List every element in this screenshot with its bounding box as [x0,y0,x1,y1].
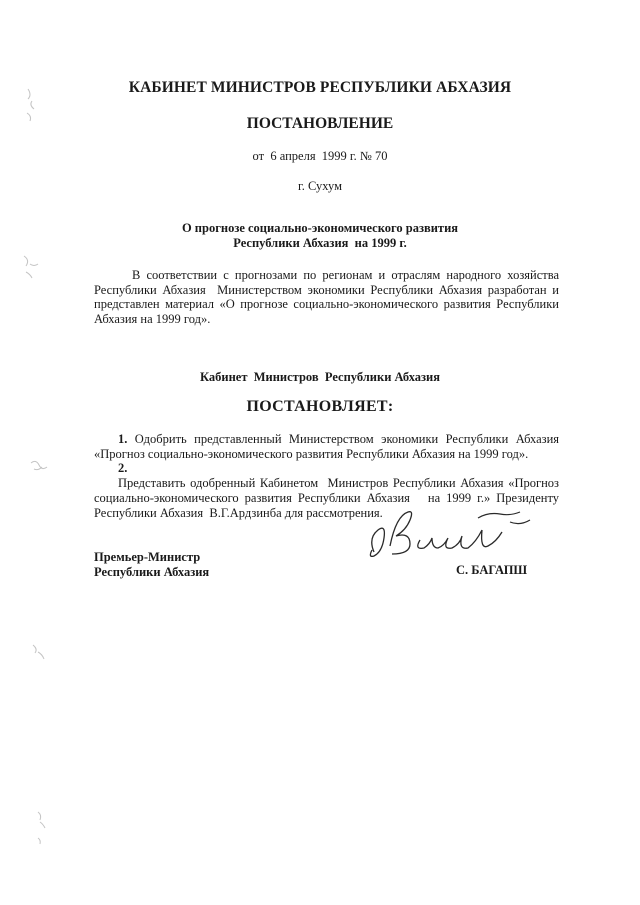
decree-verb: ПОСТАНОВЛЯЕТ: [246,398,394,415]
issuing-authority: Кабинет Министров Республики Абхазия [199,370,441,384]
scan-mark-5 [34,808,50,848]
item-1-line [94,432,559,447]
preamble-line: Абхазия на 1999 год». [94,312,211,327]
item-2-line [94,461,559,490]
preamble-line: В соответствии с прогнозами по регионам и отраслям народного хозяйства [132,268,559,282]
scan-mark-4 [30,640,48,662]
preamble-paragraph [94,268,559,327]
item-2-line: Республики Абхазия В.Г.Ардзинба для рассмотрения. [94,505,383,520]
item-1-text: Одобрить представленный Министерством экономики Республики Абхазия [134,432,560,446]
item-2-line: социально-экономического развития Республики Абхазия на 1999 г.» Президенту [94,490,559,505]
signatory-position-line-1: Премьер-Министр [94,550,201,564]
scan-mark-3 [28,455,50,477]
preamble-line: Республики Абхазия Министерством экономики Республики Абхазия разработан и [94,282,559,297]
signatory-position [94,550,209,580]
item-1-line: «Прогноз социально-экономического развития Республики Абхазия на 1999 год». [94,446,529,461]
organization-heading: КАБИНЕТ МИНИСТРОВ РЕСПУБЛИКИ АБХАЗИЯ [128,79,512,96]
subject-line-2: Республики Абхазия на 1999 г. [233,236,407,250]
subject-title [0,221,640,251]
handwritten-signature [360,500,560,570]
item-1-number: 1. [118,432,128,446]
subject-line-1: О прогнозе социально-экономического развития [181,221,459,235]
item-2-text: Представить одобренный Кабинетом Министров Республики Абхазия «Прогноз [118,476,559,491]
document-type-heading: ПОСТАНОВЛЕНИЕ [246,115,394,132]
date-and-number: от 6 апреля 1999 г. № 70 [252,149,388,163]
signatory-name: С. БАГАПШ [456,563,528,577]
signatory-position-line-2: Республики Абхазия [94,565,210,579]
scan-mark-2 [20,250,42,280]
city: г. Сухум [297,179,342,193]
preamble-line: представлен материал «О прогнозе социально-экономического развития Республики [94,297,559,312]
item-2-number: 2. [118,461,128,476]
